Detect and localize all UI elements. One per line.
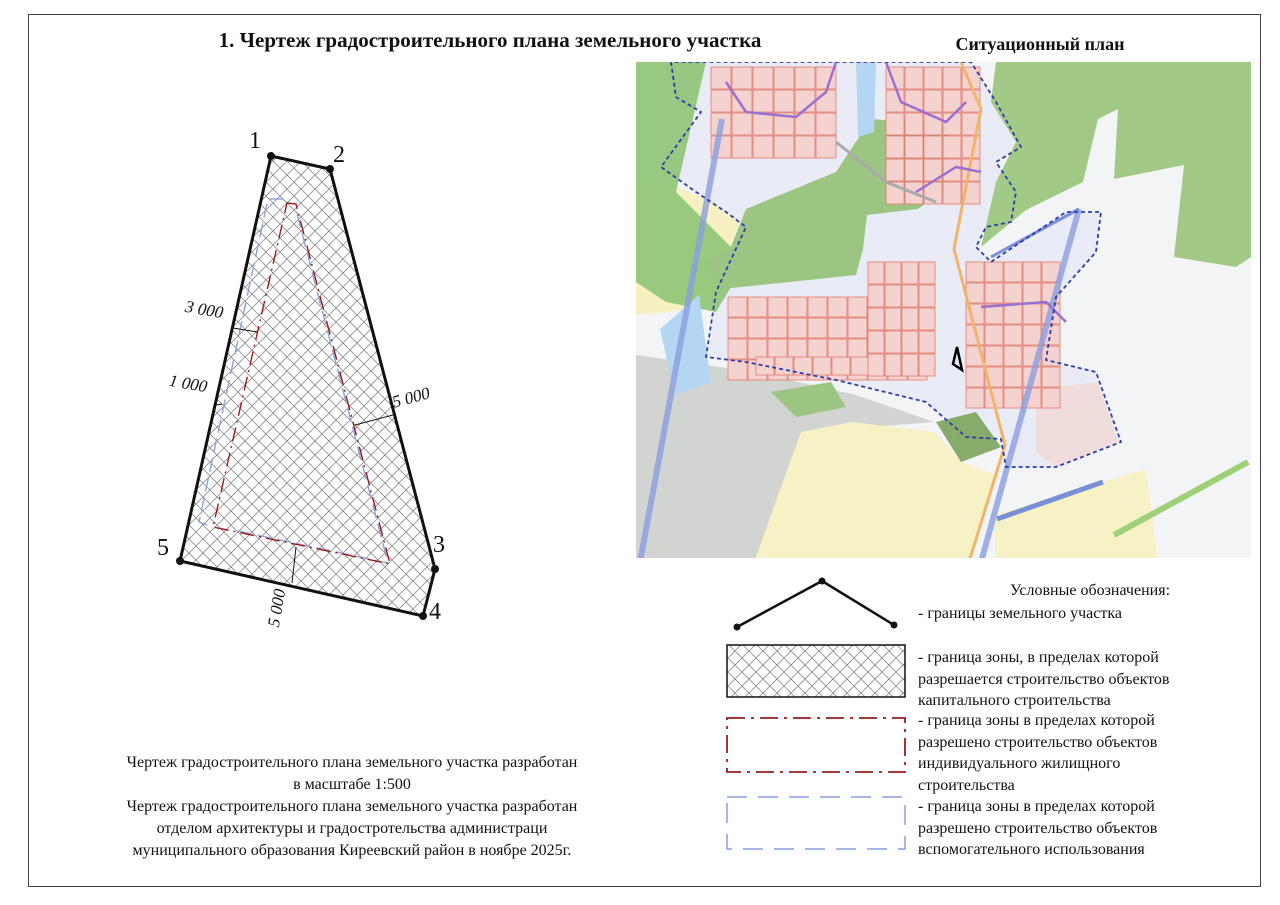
vertex-label-5: 5 [157,535,169,561]
map-parcel [753,136,773,158]
map-parcel [919,331,935,353]
map-parcel [1004,367,1022,387]
situation-plan-title: Ситуационный план [955,34,1125,54]
map-parcel [851,357,869,375]
legend-line: разрешено строительство объектов [918,733,1158,751]
map-parcel [885,285,901,307]
map-parcel [985,262,1003,282]
map-parcel [924,136,942,158]
map-parcel [788,339,807,359]
map-parcel [732,67,752,89]
legend-line: вспомогательного использования [918,841,1145,858]
map-parcel [1023,325,1041,345]
map-parcel [732,136,752,158]
legend-symbols [727,578,905,850]
legend-aux-zone-symbol [727,797,905,849]
map-parcel [748,339,767,359]
map-parcel [816,136,836,158]
legend-line: разрешается строительство объектов [918,670,1170,688]
map-parcel [848,297,867,317]
vertex-label-1: 1 [249,128,261,154]
map-parcel [924,67,942,89]
map-parcel [886,159,904,181]
map-parcel [828,297,847,317]
map-parcel [902,308,918,330]
map-parcel [774,136,794,158]
dimension-label: 1 000 [167,370,209,397]
map-parcel [774,90,794,112]
map-parcel [828,339,847,359]
map-parcel [885,331,901,353]
map-parcel [966,262,984,282]
map-parcel [985,325,1003,345]
map-parcel [1042,367,1060,387]
dimension-label: 3 000 [183,296,225,323]
page-title: 1. Чертеж градостроительного плана земельного участка [218,28,762,52]
map-parcel [1023,283,1041,303]
map-parcel [1004,346,1022,366]
map-parcel [905,136,923,158]
map-parcel [905,67,923,89]
map-parcel [985,346,1003,366]
map-parcel [728,339,747,359]
legend-title: Условные обозначения: [1009,582,1171,599]
map-parcel [868,308,884,330]
map-parcel [905,159,923,181]
note-line: Чертеж градостроительного плана земельного участка разработан [126,754,578,771]
map-parcel [1004,388,1022,408]
map-parcel [748,318,767,338]
legend-line: строительства [918,776,1015,794]
note-line: в масштабе 1:500 [293,776,411,793]
map-water [856,62,876,137]
map-parcel [832,357,850,375]
map-parcel [768,297,787,317]
map-parcel [885,354,901,376]
vertex-label-3: 3 [433,532,445,558]
map-parcel [732,113,752,135]
legend-item-aux-zone [918,796,1248,861]
map-parcel [728,360,747,380]
map-parcel [1004,304,1022,324]
legend-item-plot-boundary [918,603,1248,625]
map-parcel [753,67,773,89]
map-parcel [813,357,831,375]
map-parcel [919,262,935,284]
map-parcel [902,331,918,353]
map-parcel [808,297,827,317]
legend-line: - граница зоны, в пределах которой [918,649,1159,666]
legend-line: индивидуального жилищного [918,755,1121,772]
map-parcel [728,297,747,317]
map-parcel [774,67,794,89]
map-parcel [828,318,847,338]
legend-line: разрешено строительство объектов [918,819,1158,837]
map-parcel [816,113,836,135]
dimension-label: 5 000 [390,383,432,412]
legend-plot-boundary-symbol [737,581,894,627]
map-parcel [924,90,942,112]
map-parcel [711,90,731,112]
map-parcel [753,113,773,135]
situation-map [636,62,1251,562]
map-parcel [775,357,793,375]
map-parcel [1004,325,1022,345]
map-parcel [808,339,827,359]
map-parcel [848,318,867,338]
map-parcel [1023,304,1041,324]
map-parcel [919,285,935,307]
note-line: муниципального образования Киреевский район в ноябре 2025г. [132,842,572,859]
map-parcel [748,297,767,317]
map-parcel [1042,388,1060,408]
map-parcel [868,285,884,307]
map-parcel [788,297,807,317]
map-parcel [1004,262,1022,282]
note-line: отделом архитектуры и градостротельства администраци [156,820,548,837]
drawing-notes [52,752,652,862]
map-parcel [808,318,827,338]
map-parcel [1004,283,1022,303]
map-parcel [788,318,807,338]
map-parcel [943,182,961,204]
map-parcel [1042,346,1060,366]
note-line: Чертеж градостроительного плана земельного участка разработан [126,798,578,815]
legend-line: - границы земельного участка [918,605,1122,622]
map-parcel [966,388,984,408]
map-parcel [943,67,961,89]
map-parcel [919,308,935,330]
legend-item-capital-zone [918,647,1248,712]
map-parcel [768,318,787,338]
vertex-label-4: 4 [429,599,441,625]
map-parcel [902,262,918,284]
map-parcel [905,113,923,135]
map-parcel [795,136,815,158]
map-parcel [868,331,884,353]
legend-hatch-symbol [727,645,905,697]
map-parcel [966,367,984,387]
map-parcel [885,308,901,330]
map-parcel [753,90,773,112]
map-parcel [902,285,918,307]
map-parcel [902,354,918,376]
dimension-label: 5 000 [263,587,290,629]
legend-line: капитального строительства [918,692,1111,709]
map-parcel [756,357,774,375]
map-parcel [985,283,1003,303]
map-parcel [848,339,867,359]
legend-line: - граница зоны в пределах которой [918,798,1155,815]
map-parcel [868,262,884,284]
map-parcel [885,262,901,284]
legend-item-ijs-zone [918,710,1248,796]
map-parcel [868,354,884,376]
land-plot-drawing [176,152,439,620]
map-parcel [728,318,747,338]
legend-ijs-zone-symbol [727,718,905,772]
map-parcel [768,339,787,359]
map-parcel [1023,262,1041,282]
map-parcel [886,136,904,158]
map-parcel [919,354,935,376]
map-parcel [886,113,904,135]
vertex-label-2: 2 [333,142,345,168]
legend-line: - граница зоны в пределах которой [918,712,1155,729]
map-parcel [795,67,815,89]
map-parcel [943,136,961,158]
